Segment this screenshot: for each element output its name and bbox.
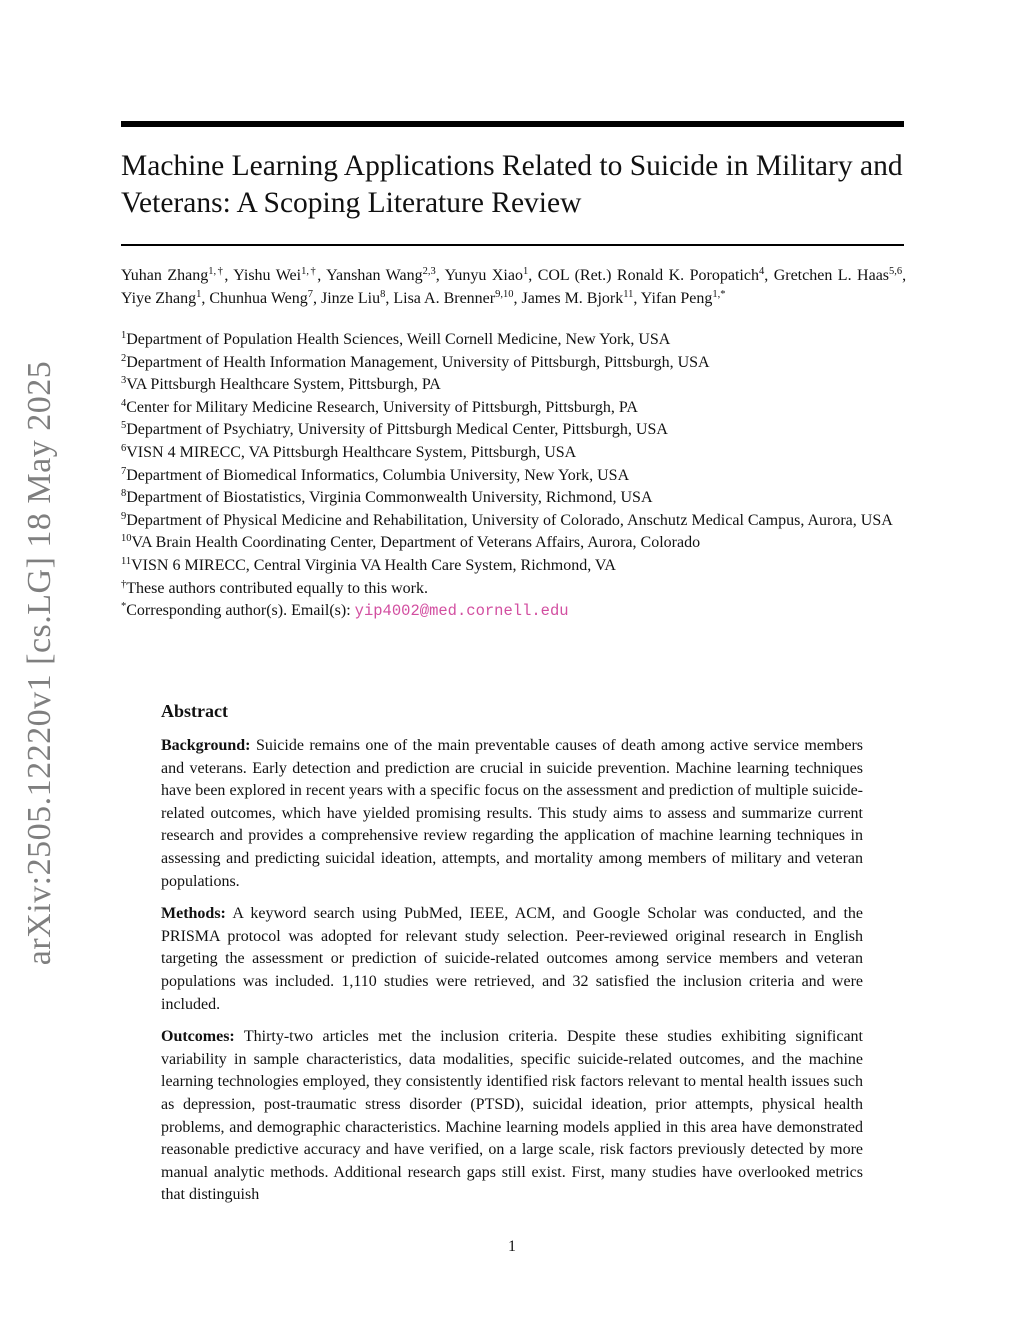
affiliation-number: 8 — [121, 488, 127, 500]
author-affil-sup: 2,3 — [422, 266, 436, 277]
paper-title: Machine Learning Applications Related to Suicide in Military and Veterans: A Scoping Literature Review — [121, 150, 903, 219]
author — [326, 267, 436, 284]
author-name: Yuhan Zhang — [121, 267, 209, 284]
arxiv-stamp: arXiv:2505.12220v1 [cs.LG] 18 May 2025 — [21, 360, 58, 966]
author-name: Gretchen L. Haas — [773, 267, 890, 284]
section-text: Thirty-two articles met the inclusion criteria. Despite these studies exhibiting significant variability in sample characteristics, data modalities, specific suicide-related outcomes, and the machine learning technologies employed, they consistently identified risk factors relevant to mental health issues such as depression, post-traumatic stress disorder (PTSD), suicidal ideation, prior attempts, physical health problems, and demographic characteristics. Machine learning models applied in this area have demonstrated reasonable predictive accuracy and have verified, on a large scale, risk factors previously detected by more manual analytic methods. Additional research gaps still exist. First, many studies have overlooked metrics that distinguish — [161, 1028, 863, 1204]
author-name: Yishu Wei — [233, 267, 302, 284]
affiliation — [121, 419, 906, 442]
abstract-heading: Abstract — [161, 701, 228, 721]
section-label: Background: — [161, 737, 251, 754]
affiliation — [121, 442, 906, 465]
author-name: Yiye Zhang — [121, 290, 197, 307]
affiliation-text: Department of Biostatistics, Virginia Commonwealth University, Richmond, USA — [126, 489, 653, 507]
author — [445, 267, 529, 284]
affiliation-number: 10 — [121, 533, 132, 545]
asterisk-mark: * — [121, 601, 127, 613]
author-affil-sup: 11 — [623, 289, 634, 300]
affiliation-text: Department of Population Health Sciences, Weill Cornell Medicine, New York, USA — [126, 331, 671, 348]
author — [774, 267, 902, 284]
affiliation-number: 6 — [121, 442, 127, 454]
author-name: Lisa A. Brenner — [393, 290, 496, 307]
author — [641, 290, 726, 307]
abstract-outcomes — [161, 1026, 863, 1207]
affiliation — [121, 374, 906, 397]
author-affil-sup: 7 — [307, 289, 313, 300]
affiliation-number: 3 — [121, 375, 127, 387]
author-name: COL (Ret.) Ronald K. Poropatich — [537, 267, 759, 284]
author — [233, 267, 317, 284]
affiliation-text: VISN 4 MIRECC, VA Pittsburgh Healthcare System, Pittsburgh, USA — [126, 443, 577, 461]
section-text: A keyword search using PubMed, IEEE, ACM, and Google Scholar was conducted, and the PRISMA protocol was adopted for relevant study selection. Peer-reviewed original research in English targeting the assessment or prediction of suicide-related outcomes among service members and veteran populations was included. 1,110 studies were retrieved, and 32 satisfied the inclusion criteria and were included. — [161, 905, 863, 1013]
author-affil-sup: 1 — [522, 266, 529, 277]
author — [209, 290, 313, 307]
affiliation — [121, 352, 906, 375]
affiliation-text: VA Pittsburgh Healthcare System, Pittsburgh, PA — [126, 376, 441, 394]
author — [521, 290, 633, 307]
section-label: Methods: — [161, 905, 226, 923]
affiliation-number: 11 — [121, 555, 132, 567]
author — [121, 290, 201, 307]
author — [393, 290, 513, 307]
affiliation-text: Department of Biomedical Informatics, Columbia University, New York, USA — [126, 466, 630, 484]
author-affil-sup: 1,† — [208, 266, 225, 277]
affiliation-text: Department of Physical Medicine and Rehabilitation, University of Colorado, Anschutz Medical Campus, Aurora, USA — [126, 511, 893, 529]
author-name: Yifan Peng — [640, 290, 713, 307]
author-affil-sup: 9,10 — [495, 289, 514, 300]
affiliation-number: 2 — [121, 352, 127, 364]
author-list: Yuhan Zhang$^{1,\dagger}$, Yishu Wei$^{1,\dagger}$, Yanshan Wang$^{2,3}$, Yunyu Xiao$^1$, COL (Ret.) Ronald K. Poropatich$^4$, Gretchen L. Haas$^{5,6}$, Yiye Zhang$^1$, Chunhua Weng$^7$, Jinze Liu$^8$, Lisa A. Brenner$^{9,10}$, James M. Bjork$^{11}$, Yifan Peng$^{1,*}$ — [121, 266, 907, 307]
author-affil-sup: 4 — [758, 266, 765, 277]
affiliation-number: 9 — [121, 510, 127, 522]
note-text: These authors contributed equally to this work. — [126, 579, 428, 597]
abstract-background — [161, 735, 863, 893]
section-label: Outcomes: — [161, 1028, 235, 1046]
author-affil-sup: 1,† — [301, 266, 318, 277]
affiliation — [121, 532, 906, 555]
affiliation-text: Department of Health Information Management, University of Pittsburgh, Pittsburgh, USA — [126, 353, 710, 371]
author — [321, 290, 385, 307]
corresponding-author-note — [121, 600, 906, 623]
affiliation — [121, 465, 906, 488]
author-affil-sup: 8 — [380, 289, 386, 300]
affiliation-number: 4 — [121, 397, 127, 409]
author-affil-sup: 5,6 — [889, 266, 903, 277]
author — [538, 267, 765, 284]
note-text: Corresponding author(s). Email(s): — [126, 602, 355, 620]
email-link[interactable]: yip4002@med.cornell.edu — [354, 602, 569, 621]
author-affil-sup: 1,* — [712, 289, 726, 300]
affiliation-text: VISN 6 MIRECC, Central Virginia VA Health Care System, Richmond, VA — [131, 556, 616, 574]
affiliation-text: Department of Psychiatry, University of Pittsburgh Medical Center, Pittsburgh, USA — [126, 421, 668, 439]
title-bottom-rule — [121, 244, 904, 246]
dagger-mark: † — [121, 578, 127, 590]
author-affil-sup: 1 — [196, 289, 202, 300]
title-top-rule — [121, 121, 904, 127]
author — [121, 267, 224, 284]
affiliation — [121, 329, 906, 352]
abstract-methods — [161, 903, 863, 1016]
affiliation — [121, 555, 906, 578]
affiliation-text: VA Brain Health Coordinating Center, Department of Veterans Affairs, Aurora, Colorado — [131, 534, 701, 552]
section-text: Suicide remains one of the main preventable causes of death among active service members and veterans. Early detection and prediction are crucial in suicide prevention. Machine learning techniques have been explored in recent years with a specific focus on the assessment and prediction of multiple suicide-related outcomes, which have yielded promising results. This study aims to assess and summarize current research and provides a comprehensive review regarding the application of machine learning techniques in assessing and predicting suicidal ideation, attempts, and mortality among members of military and veteran populations. — [161, 737, 863, 890]
affiliation-text: Center for Military Medicine Research, University of Pittsburgh, Pittsburgh, PA — [126, 398, 638, 416]
affiliation-number: 5 — [121, 420, 127, 432]
affiliation-number: 1 — [121, 330, 127, 341]
author-name: Yunyu Xiao — [444, 267, 523, 284]
affiliation — [121, 397, 906, 420]
affiliation — [121, 487, 906, 510]
author-name: Chunhua Weng — [209, 290, 308, 307]
page-number: 1 — [508, 1238, 516, 1255]
affiliation-list — [121, 329, 906, 623]
equal-contribution-note — [121, 578, 906, 601]
author-name: Jinze Liu — [321, 290, 381, 307]
author-name: James M. Bjork — [521, 290, 624, 307]
author-name: Yanshan Wang — [326, 267, 423, 284]
abstract-body — [161, 735, 863, 1217]
affiliation — [121, 510, 906, 533]
affiliation-number: 7 — [121, 465, 127, 477]
